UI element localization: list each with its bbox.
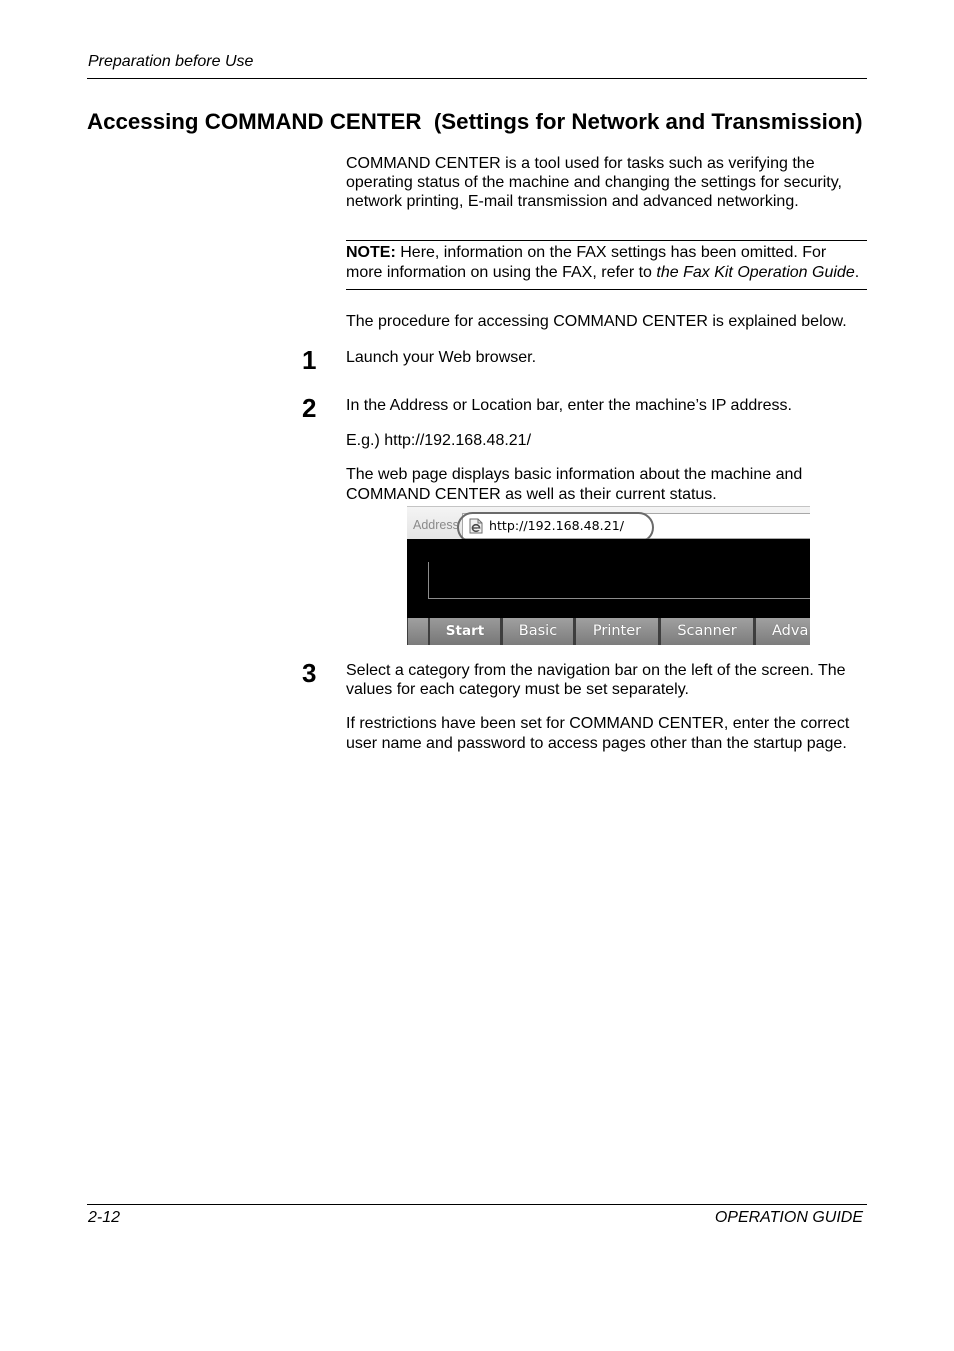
content-frame-line [428,562,429,599]
note-bottom-rule [346,289,867,290]
procedure-intro: The procedure for accessing COMMAND CENTER is explained below. [346,313,847,330]
step-detail-line: If restrictions have been set for COMMAND CENTER, enter the correct [346,715,850,732]
step-line: Select a category from the navigation bar on the left of the screen. The [346,662,846,679]
footer-rule [87,1204,867,1205]
note-line [346,263,859,283]
address-bar [407,506,810,539]
nav-tab-basic: Basic [503,618,573,645]
step-text [346,661,846,699]
note-box [346,243,859,283]
note-label: NOTE: [346,244,396,261]
intro-line: operating status of the machine and changing the settings for security, [346,174,842,191]
intro-paragraph [346,154,842,211]
nav-tab-printer: Printer [576,618,658,645]
nav-bar-left-cell [408,618,428,645]
nav-tab-scanner: Scanner [661,618,753,645]
step-text [346,348,536,367]
step-number: 3 [302,658,317,688]
note-text: Here, information on the FAX settings has been omitted. For [400,244,827,261]
step-example: E.g.) http://192.168.48.21/ [346,432,532,449]
browser-screenshot-figure [407,506,810,645]
url-text: http://192.168.48.21/ [489,518,624,533]
content-frame-line [428,598,810,599]
page-number: 2-12 [88,1209,121,1226]
note-text: more information on using the FAX, refer to [346,264,652,281]
step-detail [346,714,849,754]
step-line: values for each category must be set separately. [346,681,689,698]
note-guide-reference: the Fax Kit Operation Guide [656,264,855,281]
navigation-bar [407,618,810,645]
step-line: Launch your Web browser. [346,349,537,366]
guide-title: OPERATION GUIDE [714,1209,863,1226]
step-detail [346,465,802,505]
step-number: 1 [302,345,317,375]
header-rule [87,78,867,79]
step-detail-line: The web page displays basic information about the machine and [346,466,803,483]
note-text-end: . [854,264,860,281]
address-label: Address [413,518,459,532]
section-title: Accessing COMMAND CENTER (Settings for Network and Transmission) [87,109,863,134]
step-number: 2 [302,393,317,423]
nav-tab-advanced: Adva [756,618,810,645]
step-text [346,396,792,415]
note-line [346,243,859,263]
intro-line: network printing, E-mail transmission and advanced networking. [346,193,799,210]
step-detail-line: COMMAND CENTER as well as their current status. [346,486,717,503]
step-detail-line: user name and password to access pages other than the startup page. [346,735,847,752]
page-content-area [407,539,810,618]
step-line: In the Address or Location bar, enter the machine’s IP address. [346,397,792,414]
note-top-rule [346,240,867,241]
nav-tab-start: Start [430,618,500,645]
intro-line: COMMAND CENTER is a tool used for tasks such as verifying the [346,155,815,172]
running-header-title: Preparation before Use [88,53,254,70]
